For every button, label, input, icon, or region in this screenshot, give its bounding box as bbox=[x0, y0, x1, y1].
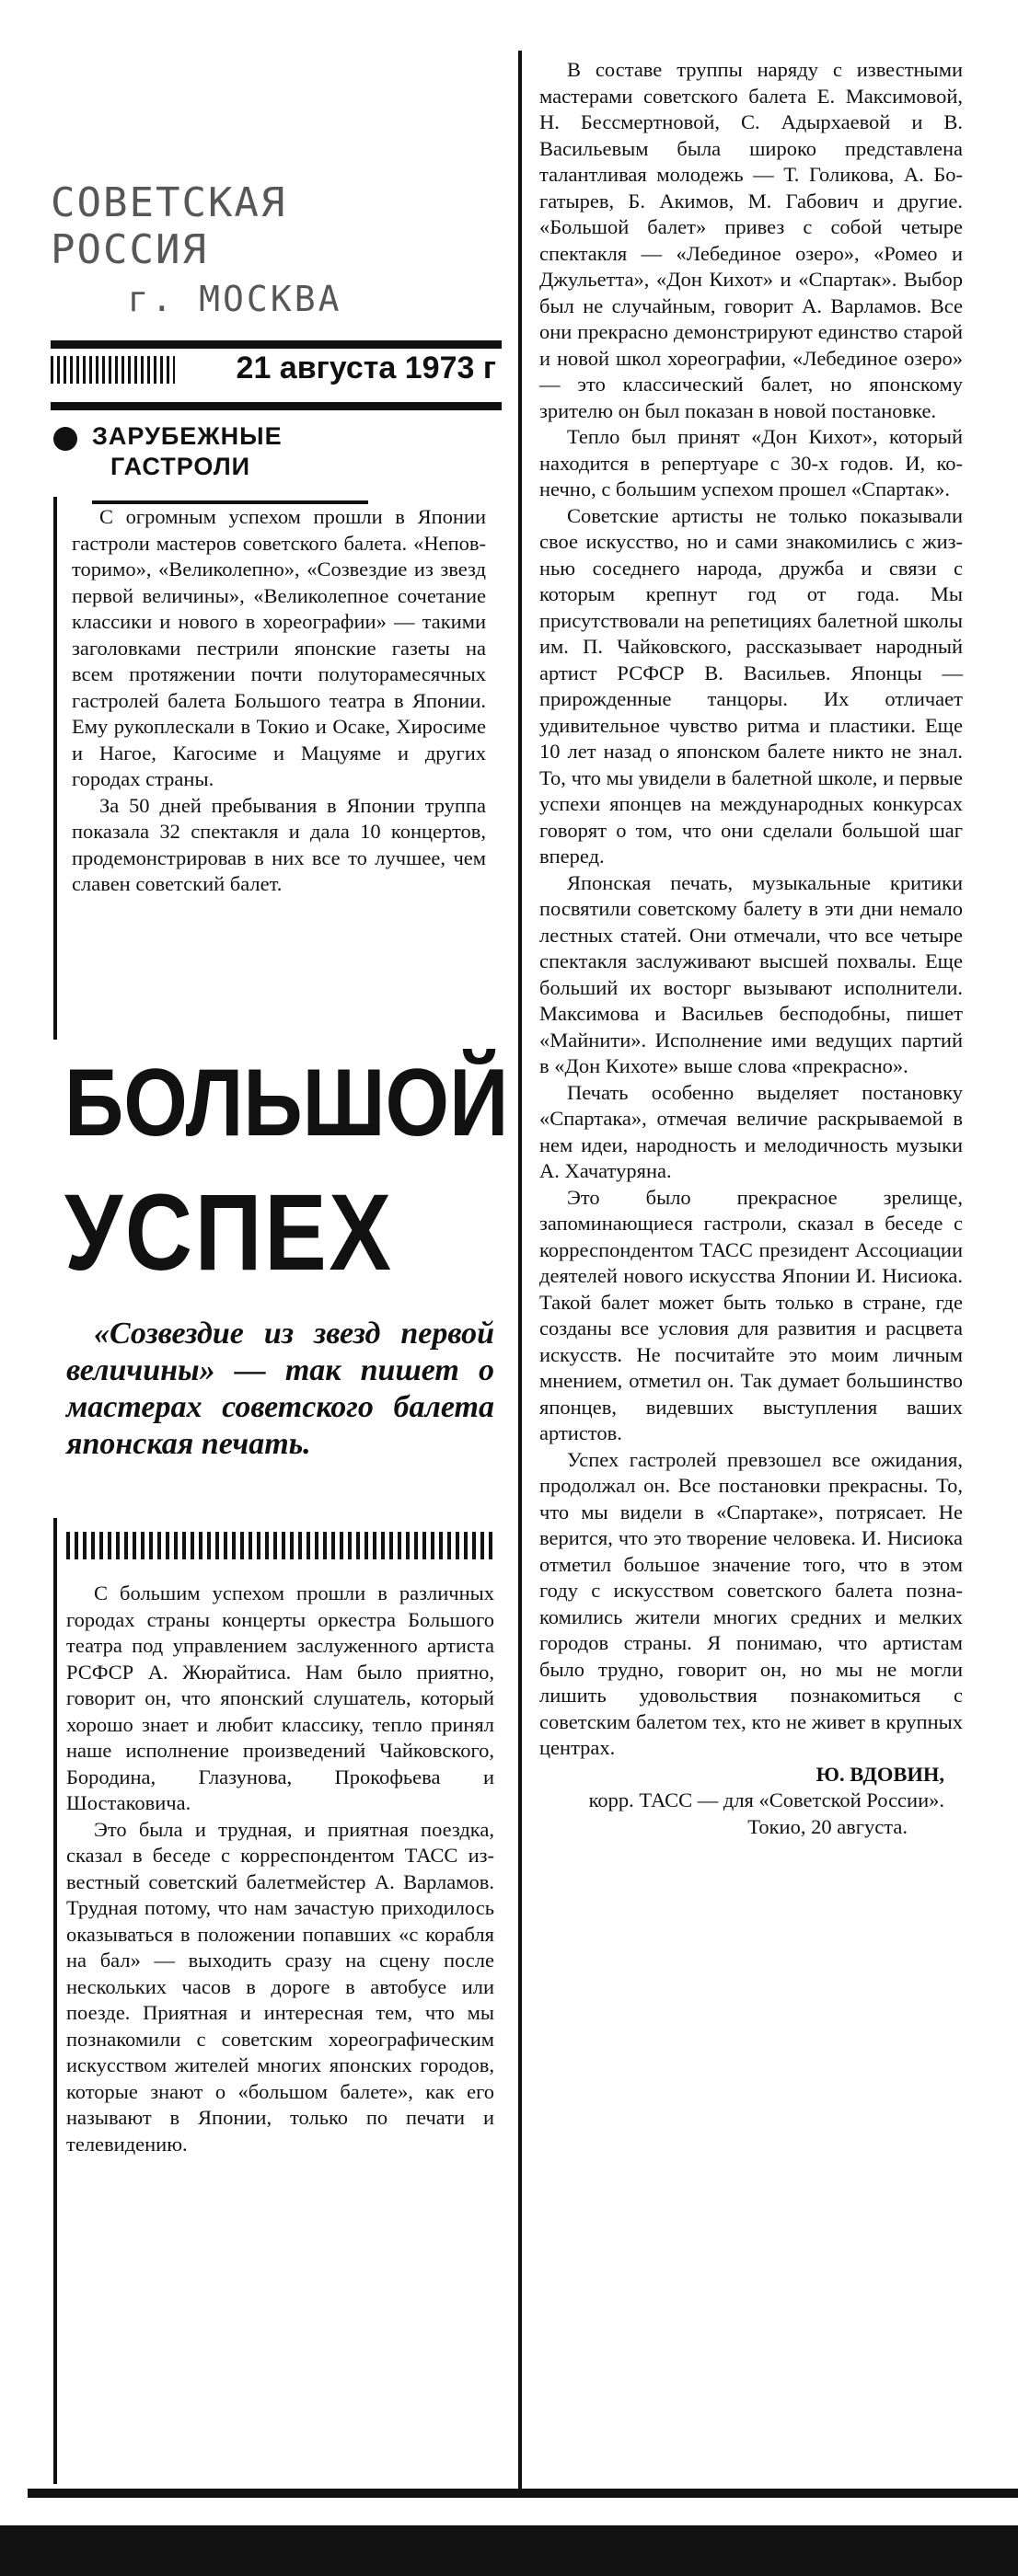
body-paragraph: Тепло был принят «Дон Кихот», который находится в репертуаре с 30-х годов. И, конечно, с большим успехом прошел «Спартак». bbox=[539, 425, 963, 500]
column-divider bbox=[518, 51, 522, 2493]
issue-date-bar bbox=[51, 340, 502, 410]
lead-paragraph: За 50 дней пребывания в Японии труппа показала 32 спектакля и дала 10 концертов, продемонстрировав в них все то лучшее, чем славен советский балет. bbox=[72, 793, 486, 895]
hatched-separator bbox=[66, 1532, 494, 1559]
body-paragraph: В составе труппы наряду с известными мастерами советского балета Е. Максимовой, Н. Бессмертновой, С. Адырхаевой и В. Васильевым была широко представлена талантливая молодежь — Т. Голикова, А. Богатырев, Б. Акимов, М. Габович и другие. «Большой балет» привез с собой четыре спектакля — «Лебединое озеро», «Ромео и Джульетта», «Дон Кихот» и «Спартак». Выбор был не случайным, говорит А. Варламов. Все они прекрасно демонстрируют единство старой и новой школ хореографии, «Лебединое озеро» — это классический балет, но японскому зрителю он был показан в новой постановке. bbox=[539, 58, 963, 422]
signature-role: корр. ТАСС — для «Советской России». bbox=[588, 1788, 944, 1811]
subheadline: «Созвездие из звезд первой величины» — так пишет о мастерах советского балета японская печать. bbox=[66, 1317, 494, 1461]
rubric-line-1: ЗАРУБЕЖНЫЕ bbox=[92, 422, 283, 450]
date-bar-hatching bbox=[51, 356, 175, 384]
body-paragraph: Японская печать, музыкальные критики посвятили советскому балету в эти дни немало лестных статей. Они отмечали, что все четыре спектакля заслуживают высшей похвалы. Еще больший их восторг вызывают исполнители. Максимова и Васильев бесподобны, пишет «Майнити». Исполнение ими ведущих партий в «Дон Кихоте» выше слова «прекрасно». bbox=[539, 870, 963, 1077]
body-paragraph: Это была и трудная, и приятная поездка, сказал в беседе с корреспондентом ТАСС известный советский балетмейстер А. Варламов. Трудная потому, что нам зачастую приходилось оказываться в положении попавших «с корабля на бал» — выходить сразу на сцену после нескольких часов в дороге в автобусе или поезде. Приятная и интересная тем, что мы познакомили с советским хореографическим искусством жителей многих японских городов, которые знают о «большом балете», как его называют в Японии, только по печати и телевидению. bbox=[66, 1817, 494, 2156]
bottom-rule bbox=[28, 2489, 1018, 2498]
issue-date: 21 августа 1973 г bbox=[236, 351, 496, 385]
headline-line-1: БОЛЬШОЙ bbox=[64, 1050, 509, 1156]
stamp-city: г. МОСКВА bbox=[127, 279, 342, 319]
signature-author: Ю. ВДОВИН, bbox=[816, 1762, 944, 1786]
lead-paragraph: С огромным успехом прошли в Японии гастроли мастеров советского балета. «Неповторимо», «Великолепно», «Созвездие из звезд первой величины», «Великолепное сочетание классики и нового в хореографии» — такими заголовками пестрили японские газеты на всем протяжении почти полуторамесячных гастролей балета Большого театра в Японии. Ему рукоплескали в Токио и Осаке, Хиросиме и Нагое, Кагосиме и Мацуяме и других городах страны. bbox=[72, 505, 486, 790]
rubric bbox=[53, 421, 495, 482]
body-paragraph: Советские артисты не только показывали свое искусство, но и сами знакомились с жизнью соседнего народа, дружба и связи с которым крепнут год от года. Мы присутствовали на репетициях балетной школы им. П. Чайковского, рассказывает народный артист РСФСР В. Васильев. Японцы — прирожденные танцоры. Их отличает удивительное чувство ритма и пластики. Еще 10 лет назад о японском балете никто не знал. То, что мы увидели в балетной школе, и первые успехи японцев на международных конкурсах говорят о том, что они сделали большой шаг вперед. bbox=[539, 503, 963, 868]
lead-box-left-rule bbox=[53, 497, 57, 1040]
lead-text bbox=[72, 504, 486, 898]
column-1-body bbox=[66, 1581, 494, 2157]
rubric-bullet-icon bbox=[53, 427, 77, 451]
column-2-body bbox=[539, 57, 963, 1840]
headline bbox=[64, 1049, 509, 1294]
body-paragraph: Это было прекрасное зрелище, запоминающиеся гастроли, сказал в беседе с корреспондентом ТАСС президент Ассоциации деятелей нового искусства Японии И. Нисиока. Такой балет может быть только в стране, где созданы все условия для развития и расцвета искусств. Не посчитайте это моим личным мнением, отметил он. Так думает большинство японцев, видевших выступления ваших артистов. bbox=[539, 1185, 963, 1444]
body-left-rule bbox=[53, 1518, 57, 2484]
signature-place-date: Токио, 20 августа. bbox=[747, 1814, 908, 1838]
scan-edge-bar bbox=[0, 2525, 1018, 2576]
body-paragraph: С большим успехом прошли в различных городах страны концерты оркестра Большого театра под управлением заслуженного артиста РСФСР А. Жюрайтиса. Нам было приятно, говорит он, что японский слушатель, который хорошо знает и любит классику, тепло принял наше исполнение произведений Чайковского, Бородина, Глазунова, Прокофьева и Шостаковича. bbox=[66, 1581, 494, 1814]
rubric-line-2: ГАСТРОЛИ bbox=[110, 453, 251, 480]
stamp-newspaper: СОВЕТСКАЯ РОССИЯ bbox=[51, 179, 287, 273]
headline-line-2: УСПЕХ bbox=[64, 1172, 394, 1294]
archive-stamp bbox=[51, 179, 419, 319]
body-paragraph: Успех гастролей превзошел все ожидания, продолжал он. Все постановки прекрасны. То, что мы видели в «Спартаке», потрясает. Не верится, что это творение человека. И. Нисиока отметил большое значение того, что в этом году с искусством советского балета познакомились жители многих средних и мелких городов страны. Я понимаю, что артистам было трудно, говорит он, но мы не могли лишить удовольствия познакомиться с советским балетом тех, кто не живет в крупных центрах. bbox=[539, 1447, 963, 1759]
body-paragraph: Печать особенно выделяет постановку «Спартака», отмечая величие раскрываемой в нем идеи, народность и мелодичность музыки А. Хачатуряна. bbox=[539, 1080, 963, 1182]
